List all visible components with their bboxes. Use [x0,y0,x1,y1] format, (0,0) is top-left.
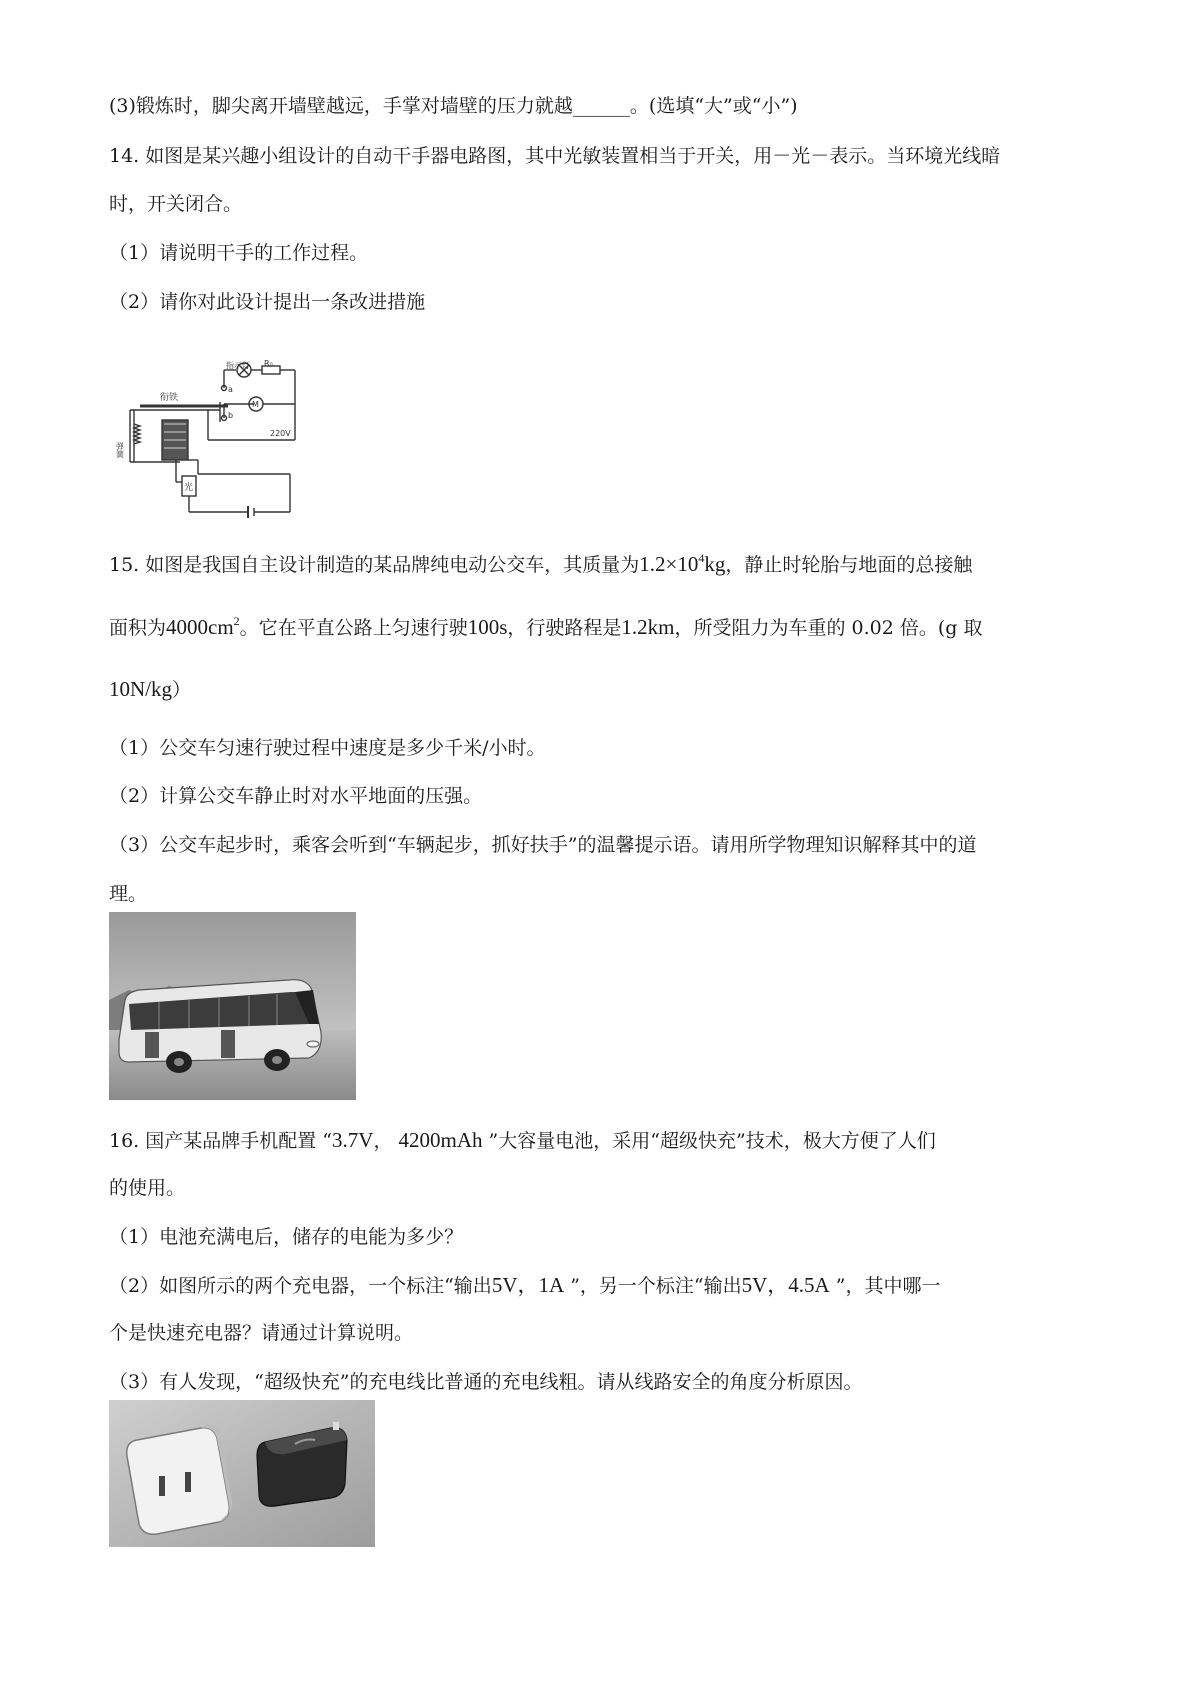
q16-line1: 16. 国产某品牌手机配置 “3.7V， 4200mAh ”大容量电池，采用“超级快充”技术，极大方便了人们 [109,1128,936,1152]
label-voltage: 220V [270,429,291,438]
q16-part1: （1）电池充满电后，储存的电能为多少？ [109,1226,464,1248]
q15-line2: 面积为$4000cm^2$。它在平直公路上匀速行驶100s，行驶路程是1.2km，所受阻力为车重的 0.02 倍。(g 取 [109,614,983,639]
label-spring: 弹簧 [115,442,125,458]
q15-part1: （1）公交车匀速行驶过程中速度是多少千米/小时。 [109,737,546,759]
electric-bus-photo [109,912,356,1100]
q14-line1: 14. 如图是某兴趣小组设计的自动干手器电路图，其中光敏装置相当于开关，用－光－表示。当环境光线暗 [109,145,1001,167]
chargers-photo [109,1400,375,1547]
label-resistor: R₀ [264,359,273,368]
label-armature: 衔铁 [160,393,179,403]
q14-part2: （2）请你对此设计提出一条改进措施 [109,291,426,313]
q15-line1: 15. 如图是我国自主设计制造的某品牌纯电动公交车，其质量为$1.2\times 10^4kg$，静止时轮胎与地面的总接触 [109,551,973,576]
label-motor: M [252,400,259,409]
q15-part3-cont: 理。 [109,883,148,905]
label-contact-b: b [228,411,234,420]
q16-line2: 的使用。 [109,1177,186,1199]
q14-line2: 时，开关闭合。 [109,193,243,215]
hand-dryer-circuit-diagram [115,359,310,527]
q13-part3: (3)锻炼时，脚尖离开墙壁越远，手掌对墙壁的压力就越______。(选填“大”或“小”) [109,95,798,117]
q15-line3: 10N/kg） [109,677,192,701]
q15-part3: （3）公交车起步时，乘客会听到“车辆起步，抓好扶手”的温馨提示语。请用所学物理知识解释其中的道 [109,834,977,856]
label-contact-a: a [228,385,233,394]
q15-part2: （2）计算公交车静止时对水平地面的压强。 [109,785,483,807]
q16-part2-cont: 个是快速充电器？请通过计算说明。 [109,1322,414,1344]
label-light-switch: 光 [184,483,194,493]
q14-part1: （1）请说明干手的工作过程。 [109,242,369,264]
label-lamp: 指示灯 [226,361,250,370]
q16-part2: （2）如图所示的两个充电器，一个标注“输出5V，1A ”，另一个标注“输出5V，4.5A ”，其中哪一 [109,1273,941,1297]
q16-part3: （3）有人发现，“超级快充”的充电线比普通的充电线粗。请从线路安全的角度分析原因。 [109,1371,863,1393]
